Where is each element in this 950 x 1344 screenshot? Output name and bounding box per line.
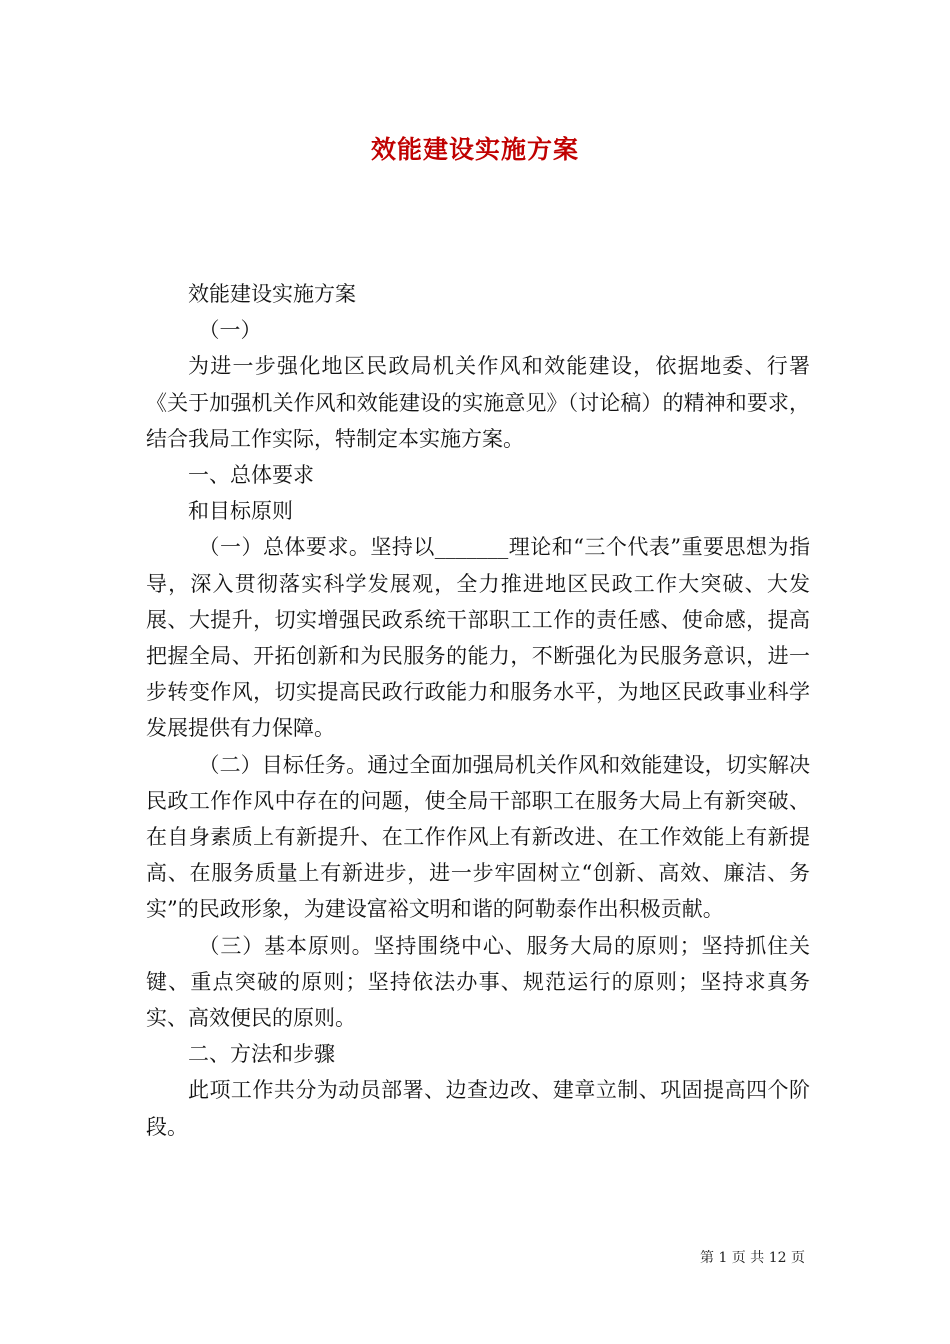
paragraph-section-one-sub: 和目标原则 — [188, 499, 293, 524]
paragraph-intro: 为进一步强化地区民政局机关作风和效能建设，依据地委、行署《关于加强机关作风和效能建设的实施意见》（讨论稿）的精神和要求，结合我局工作实际，特制定本实施方案。 — [146, 354, 810, 451]
paragraph-section-marker: （一） — [198, 318, 262, 343]
page-number-footer: 第 1 页 共 12 页 — [700, 1250, 805, 1266]
paragraph-objectives: （二）目标任务。通过全面加强局机关作风和效能建设，切实解决民政工作作风中存在的问题，使全局干部职工在服务大局上有新突破、在自身素质上有新提升、在工作作风上有新改进、在工作效能上有新提高、在服务质量上有新进步，进一步牢固树立“创新、高效、廉洁、务实”的民政形象，为建设富裕文明和谐的阿勒泰作出积极贡献。 — [146, 752, 810, 922]
paragraph-heading: 效能建设实施方案 — [188, 282, 356, 306]
paragraph-principles: （三）基本原则。坚持围绕中心、服务大局的原则；坚持抓住关键、重点突破的原则；坚持依法办事、规范运行的原则；坚持求真务实、高效便民的原则。 — [146, 933, 810, 1031]
paragraph-stages: 此项工作共分为动员部署、边查边改、建章立制、巩固提高四个阶段。 — [146, 1078, 810, 1139]
paragraph-section-two: 二、方法和步骤 — [188, 1042, 335, 1067]
paragraph-general-requirements: （一）总体要求。坚持以_______理论和“三个代表”重要思想为指导，深入贯彻落实科学发展观，全力推进地区民政工作大突破、大发展、大提升，切实增强民政系统干部职工工作的责任感、使命感，提高把握全局、开拓创新和为民服务的能力，不断强化为民服务意识，进一步转变作风，切实提高民政行政能力和服务水平，为地区民政事业科学发展提供有力保障。 — [146, 535, 810, 741]
document-body — [146, 276, 810, 1145]
document-title: 效能建设实施方案 — [370, 135, 579, 164]
paragraph-section-one: 一、总体要求 — [188, 463, 314, 488]
